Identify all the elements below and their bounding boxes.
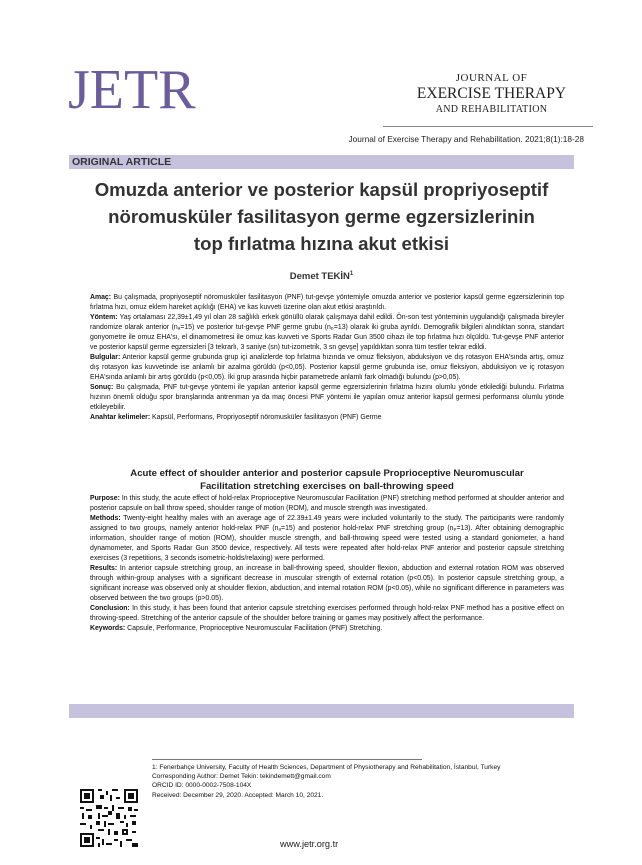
abstract-en-methods [90, 514, 564, 564]
journal-name [384, 72, 599, 116]
title-tr-line2: nöromusküler fasilitasyon germe egzersizlerinin [108, 206, 535, 227]
abstract-en-results [90, 564, 564, 604]
aim-label: Amaç: [90, 294, 112, 301]
article-type: ORIGINAL ARTICLE [72, 156, 172, 168]
results-en-text: In anterior capsule stretching group, an increase in ball-throwing speed, shoulder flexion, abduction and external rotation ROM was observed through within-group analyses with a significant decrease in muscular strength of external rotation (p<0.05). In posterior capsule stretching group, a significant increase was observed only at shoulder flexion, abduction, and internal rotation ROM (p<0.05), while no significant difference in parameters was observed between the two groups (p>0.05). [90, 565, 564, 602]
author-affil-mark: 1 [349, 271, 354, 277]
keywords-en-text: Capsule, Performance, Proprioceptive Neuromuscular Facilitation (PNF) Stretching. [125, 625, 383, 632]
purpose-text: In this study, the acute effect of hold-relax Proprioceptive Neuromuscular Facilitation (PNF) stretching method performed at shoulder anterior and posterior capsule on ball throw speed, shoulder range of motion (ROM), and muscle strength was investigated. [90, 495, 564, 512]
method-text: Yaş ortalaması 22,39±1,49 yıl olan 28 sağlıklı erkek gönüllü olarak çalışmaya dahil edildi. Ön-son test yönteminin uygulandığı çalışmada bireyler randomize olarak anterior (nₐ=15) ve posterior tut-gevşe PNF germe grubu (nₚ=13) olarak iki gruba ayrıldı. Demografik bilgileri alındıktan sonra, standart gonyometre ile omuz EHA'sı, el dinamometresi ile omuz kas kuvveti ve Sports Radar Gun 3500 cihazı ile top fırlatma hızı ölçüldü. Tut-gevşe PNF anterior ve posterior kapsül germe egzersizleri [3 tekrarlı, 3 saniye (sn) tut-izometrik, 3 sn gevşe] yapıldıktan sonra tüm testler tekrar edildi. [90, 314, 564, 351]
header-divider [383, 126, 593, 127]
title-tr-line3: top fırlatma hızına akut etkisi [193, 233, 450, 254]
keywords-tr-text: Kapsül, Performans, Propriyoseptif nöromusküler fasilitasyon (PNF) Germe [150, 414, 382, 421]
aim-text: Bu çalışmada, propriyoseptif nöromusküler fasilitasyon (PNF) tut-gevşe yöntemiyle omuzda anterior ve posterior kapsül germe egzersizlerinin top fırlatma hızı, omuz eklem hareket açıklığı (EHA) ve kas kuvveti üzerine olan akut etkisi araştırıldı. [90, 294, 564, 311]
footnote-corresponding: Corresponding Author: Demet Tekin: tekindemett@gmail.com [152, 773, 331, 781]
methods-label: Methods: [90, 515, 121, 522]
abstract-english [90, 494, 564, 634]
title-en-line2: Facilitation stretching exercises on ball-throwing speed [200, 481, 454, 492]
conclusion-tr-label: Sonuç: [90, 384, 114, 391]
qr-code-icon[interactable] [80, 789, 138, 847]
abstract-tr-aim [90, 293, 564, 313]
conclusion-en-label: Conclusion: [90, 605, 130, 612]
conclusion-tr-text: Bu çalışmada, PNF tut-gevşe yöntemi ile yapılan anterior kapsül germe egzersizlerinin fırlatma hızını olumlu yönde etkilediği bulundu. Fırlatma hızının önemli olduğu spor branşlarında antrenman ya da maç öncesi PNF yöntemi ile yapılan omuz anterior kapsül germesi performansı olumlu yönde etkileyebilir. [90, 384, 564, 411]
abstract-tr-conclusion [90, 383, 564, 413]
journal-logo: JETR [68, 59, 196, 121]
website-link[interactable]: www.jetr.org.tr [280, 839, 339, 849]
keywords-en-label: Keywords: [90, 625, 126, 632]
abstract-en-conclusion [90, 604, 564, 624]
citation: Journal of Exercise Therapy and Rehabilitation. 2021;8(1):18-28 [348, 134, 584, 144]
abstract-en-keywords [90, 624, 564, 634]
footnote-divider [152, 759, 422, 760]
abstract-tr-keywords [90, 413, 564, 423]
journal-name-line3: AND REHABILITATION [435, 104, 548, 115]
journal-name-line2: EXERCISE THERAPY [416, 85, 567, 102]
abstract-turkish [90, 293, 564, 423]
abstract-en-purpose [90, 494, 564, 514]
abstract-tr-method [90, 313, 564, 353]
abstract-tr-results [90, 353, 564, 383]
footnotes [152, 763, 572, 800]
title-tr-line1: Omuzda anterior ve posterior kapsül propriyoseptif [94, 179, 549, 200]
author-name: Demet TEKİN [289, 271, 350, 283]
footnote-dates: Received: December 29, 2020. Accepted: March 10, 2021. [152, 791, 324, 799]
results-en-label: Results: [90, 565, 118, 572]
bottom-band [69, 704, 574, 718]
results-tr-text: Anterior kapsül germe grubunda grup içi analizlerde top fırlatma hızında ve omuz fleksiyon, abduksiyon ve dış rotasyon EHA'sında artış, omuz dış rotasyon kas kuvvetinde ise anlamlı bir azalma görüldü (p<0,05). Posterior kapsül germe grubunda ise, omuz fleksiyon, abduksiyon ve iç rotasyon EHA'sında anlamlı bir artış görüldü (p<0,05). İki grup arasında hiçbir parametrede anlamlı fark olmadığı bulundu (p>0,05). [90, 354, 564, 381]
footnote-affiliation: 1: Fenerbahçe University, Faculty of Health Sciences, Department of Physiotherapy and Rehabilitation, İstanbul, Turkey [152, 764, 501, 771]
footnote-orcid: ORCID ID: 0000-0002-7508-104X [152, 782, 252, 790]
title-en-line1: Acute effect of shoulder anterior and posterior capsule Proprioceptive Neuromuscular [130, 468, 524, 479]
purpose-label: Purpose: [90, 495, 120, 502]
method-label: Yöntem: [90, 314, 118, 321]
author [69, 271, 574, 282]
methods-text: Twenty-eight healthy males with an average age of 22.39±1.49 years were included voluntarily to the study. The participants were randomly assigned to two groups, namely anterior hold-relax PNF (nₐ=15) and posterior hold-relax PNF stretching group (nₚ=13). After obtaining demographic information, shoulder range of motion (ROM), shoulder muscle strength, and ball-throwing speed were tested using a standard goniometer, a hand dynamometer, and Sports Radar Gun 3500 device, respectively. All tests were repeated after hold-relax PNF anterior and posterior capsule stretching exercises (3 repetitions, 3 seconds isometric-holds/relaxing) were performed. [90, 515, 564, 562]
results-tr-label: Bulgular: [90, 354, 121, 361]
conclusion-en-text: In this study, it has been found that anterior capsule stretching exercises performed through hold-relax PNF method has a positive effect on throwing-speed. Stretching of the anterior capsule of the shoulder before training or games may positively affect the performance. [90, 605, 564, 622]
title-turkish [69, 176, 574, 257]
keywords-tr-label: Anahtar kelimeler: [90, 414, 151, 421]
journal-name-line1: JOURNAL OF [455, 72, 528, 84]
title-english [90, 467, 564, 493]
